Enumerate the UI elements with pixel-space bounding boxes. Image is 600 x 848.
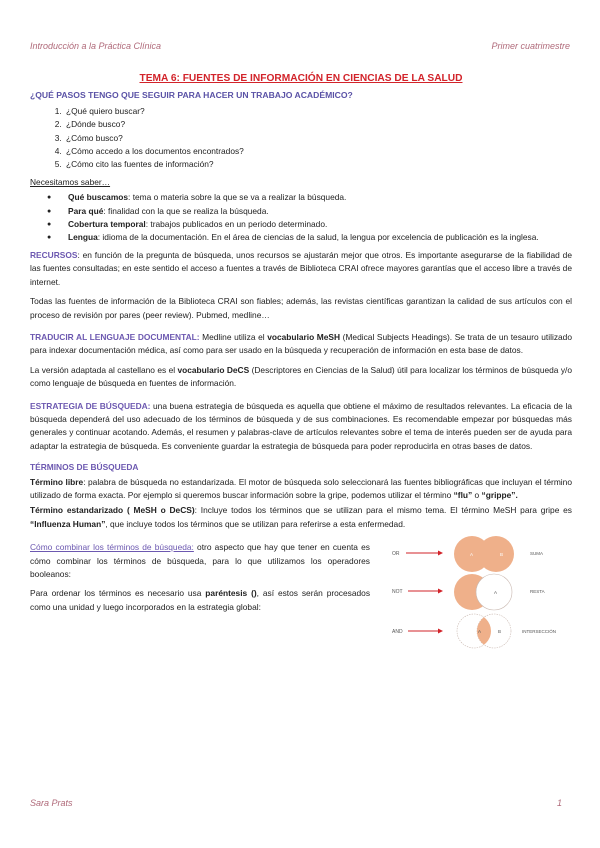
crai-paragraph: Todas las fuentes de información de la Biblioteca CRAI son fiables; además, las revistas científicas garantizan la calidad de sus artículos con el proceso de revisión por pares (peer review). Pubmed, medline…: [30, 296, 572, 320]
bullet-text: : tema o materia sobre la que se va a realizar la búsqueda.: [128, 192, 347, 203]
termino-libre-label: Término libre: [30, 476, 84, 487]
bullet-label: Lengua: [68, 232, 98, 243]
bullet-text: : trabajos publicados en un periodo determinado.: [145, 219, 328, 230]
diagram-letter: A: [494, 590, 498, 596]
bullet-label: Para qué: [68, 205, 104, 216]
or-operator-label: OR: [392, 551, 400, 558]
bullet-label: Qué buscamos: [68, 192, 129, 203]
combine-text: [30, 537, 370, 620]
header-course: Introducción a la Práctica Clínica: [30, 41, 162, 51]
bullet-text: : finalidad con la que se realiza la búsqueda.: [103, 205, 269, 216]
combine-link[interactable]: Cómo combinar los términos de búsqueda:: [30, 542, 194, 553]
diagram-letter: B: [500, 552, 504, 558]
list-item: [64, 218, 572, 231]
grippe-term: “grippe”: [481, 489, 516, 500]
traducir-paragraph: [30, 331, 572, 358]
diagram-letter: A: [470, 552, 474, 558]
parentheses-term: paréntesis (): [205, 588, 257, 599]
termino-estandarizado-label: Término estandarizado: [30, 505, 124, 516]
influenza-term: “Influenza Human”: [30, 518, 106, 529]
estrategia-paragraph: [30, 400, 572, 454]
decs-paragraph: [30, 364, 572, 391]
estrategia-label: ESTRATEGIA DE BÚSQUEDA:: [30, 400, 151, 411]
list-item: [64, 231, 572, 244]
termino-estandarizado-paragraph: [30, 504, 572, 531]
decs-text: La versión adaptada al castellano es el: [30, 364, 178, 375]
diagram-letter: A: [478, 629, 482, 635]
boolean-operators-diagram: [390, 535, 572, 649]
decs-term: vocabulario DeCS: [177, 364, 250, 375]
and-result-label: INTERSECCIÓN: [522, 629, 557, 635]
question-heading: ¿QUÉ PASOS TENGO QUE SEGUIR PARA HACER UN TRABAJO ACADÉMICO?: [30, 90, 353, 101]
recursos-label: RECURSOS: [30, 249, 78, 260]
or-circle-b: [478, 536, 514, 572]
termino-estandarizado-text: : Incluye todos los términos que se utilizan para el mismo tema. El término MeSH para gripe es: [194, 505, 572, 516]
period: .: [515, 489, 518, 500]
list-item: 3. ¿Cómo busco?: [64, 132, 572, 145]
termino-estandarizado-text-2: , que incluye todos los términos que se utilizan para referirse a esta enfermedad.: [105, 518, 406, 529]
or-result-label: SUMA: [530, 551, 544, 557]
combine-paragraph: [30, 541, 370, 581]
parentheses-paragraph: [30, 587, 370, 614]
recursos-paragraph: [30, 249, 572, 289]
terminos-heading: TÉRMINOS DE BÚSQUEDA: [30, 462, 139, 473]
list-item: 2. ¿Dónde busco?: [64, 118, 572, 131]
bullet-label: Cobertura temporal: [68, 219, 146, 230]
recursos-text: : en función de la pregunta de búsqueda, unos recursos se ajustarán mejor que otros. Es importante asegurarse de la fiabilidad de las fuentes consultadas; en este sentido el acceso a fuentes a través de Biblioteca CRAI ofrece mayores garantías que el acceso libre a través de internet.: [30, 249, 572, 287]
list-item: [64, 191, 572, 204]
traducir-label: TRADUCIR AL LENGUAJE DOCUMENTAL:: [30, 331, 200, 342]
not-result-label: RESTA: [530, 589, 545, 595]
list-item: 5. ¿Cómo cito las fuentes de información?: [64, 158, 572, 171]
list-item: 1. ¿Qué quiero buscar?: [64, 105, 572, 118]
footer-author: Sara Prats: [30, 798, 73, 808]
diagram-letter: B: [498, 629, 502, 635]
document-body: [30, 72, 572, 647]
steps-list: [30, 105, 572, 172]
traducir-text: Medline utiliza el: [199, 331, 268, 342]
termino-libre-text: : palabra de búsqueda no estandarizada. El motor de búsqueda solo seleccionará las fuentes bibliográficas que incluyan el término utilizado de forma exacta. Por ejemplo si queremos buscar información sobre la gripe, podemos utilizar el término: [30, 476, 572, 500]
termino-libre-paragraph: [30, 476, 572, 503]
header-term: Primer cuatrimestre: [491, 41, 570, 51]
combine-text-1: otro aspecto que hay que tener en cuenta es cómo combinar los términos de búsqueda, para lo que utilizamos los operadores booleanos:: [30, 542, 370, 579]
page-title: TEMA 6: FUENTES DE INFORMACIÓN EN CIENCIAS DE LA SALUD: [139, 73, 463, 84]
need-list: [30, 191, 572, 245]
combine-section: [30, 537, 572, 647]
list-item: 4. ¿Cómo accedo a los documentos encontrados?: [64, 145, 572, 158]
parentheses-text-2: , así estos serán procesados como una unidad y luego incorporados en la estrategia global:: [30, 588, 371, 612]
mesh-term: vocabulario MeSH: [267, 331, 341, 342]
or-text: o: [472, 489, 482, 500]
bullet-text: : idioma de la documentación. En el área de ciencias de la salud, la lengua por excelencia de publicación es la inglesa.: [97, 232, 539, 243]
list-item: [64, 205, 572, 218]
estrategia-text: una buena estrategia de búsqueda es aquella que obtiene el máximo de resultados relevantes. La eficacia de la búsqueda dependerá del uso adecuado de los términos de búsqueda y de sus combinaciones. Es recomendable empezar por búsquedas más generales y continuar acotando. Además, el resumen y palabras-clave de artículos relevantes sobre el tema de interés pueden ser de ayuda para adaptar la estrategia de búsqueda. Es conveniente guardar la estrategia de búsqueda para poder reproducirla en otras bases de datos.: [30, 400, 572, 451]
mesh-decs-paren: ( MeSH o DeCS): [123, 505, 195, 516]
need-heading: Necesitamos saber…: [30, 176, 111, 187]
page-number: 1: [556, 798, 562, 808]
and-operator-label: AND: [392, 629, 403, 636]
decs-text-2: (Descriptores en Ciencias de la Salud) útil para localizar los términos de búsqueda y/o como lenguaje de búsqueda en fuentes de información.: [30, 364, 572, 389]
not-operator-label: NOT: [392, 589, 403, 596]
parentheses-text: Para ordenar los términos es necesario usa: [30, 588, 206, 599]
traducir-text-2: (Medical Subjects Headings). Se trata de un tesauro utilizado para indexar documentación médica, así como para ser usado en la búsqueda y recuperación de información en esta base de datos.: [30, 331, 572, 356]
flu-term: “flu”: [453, 489, 473, 500]
